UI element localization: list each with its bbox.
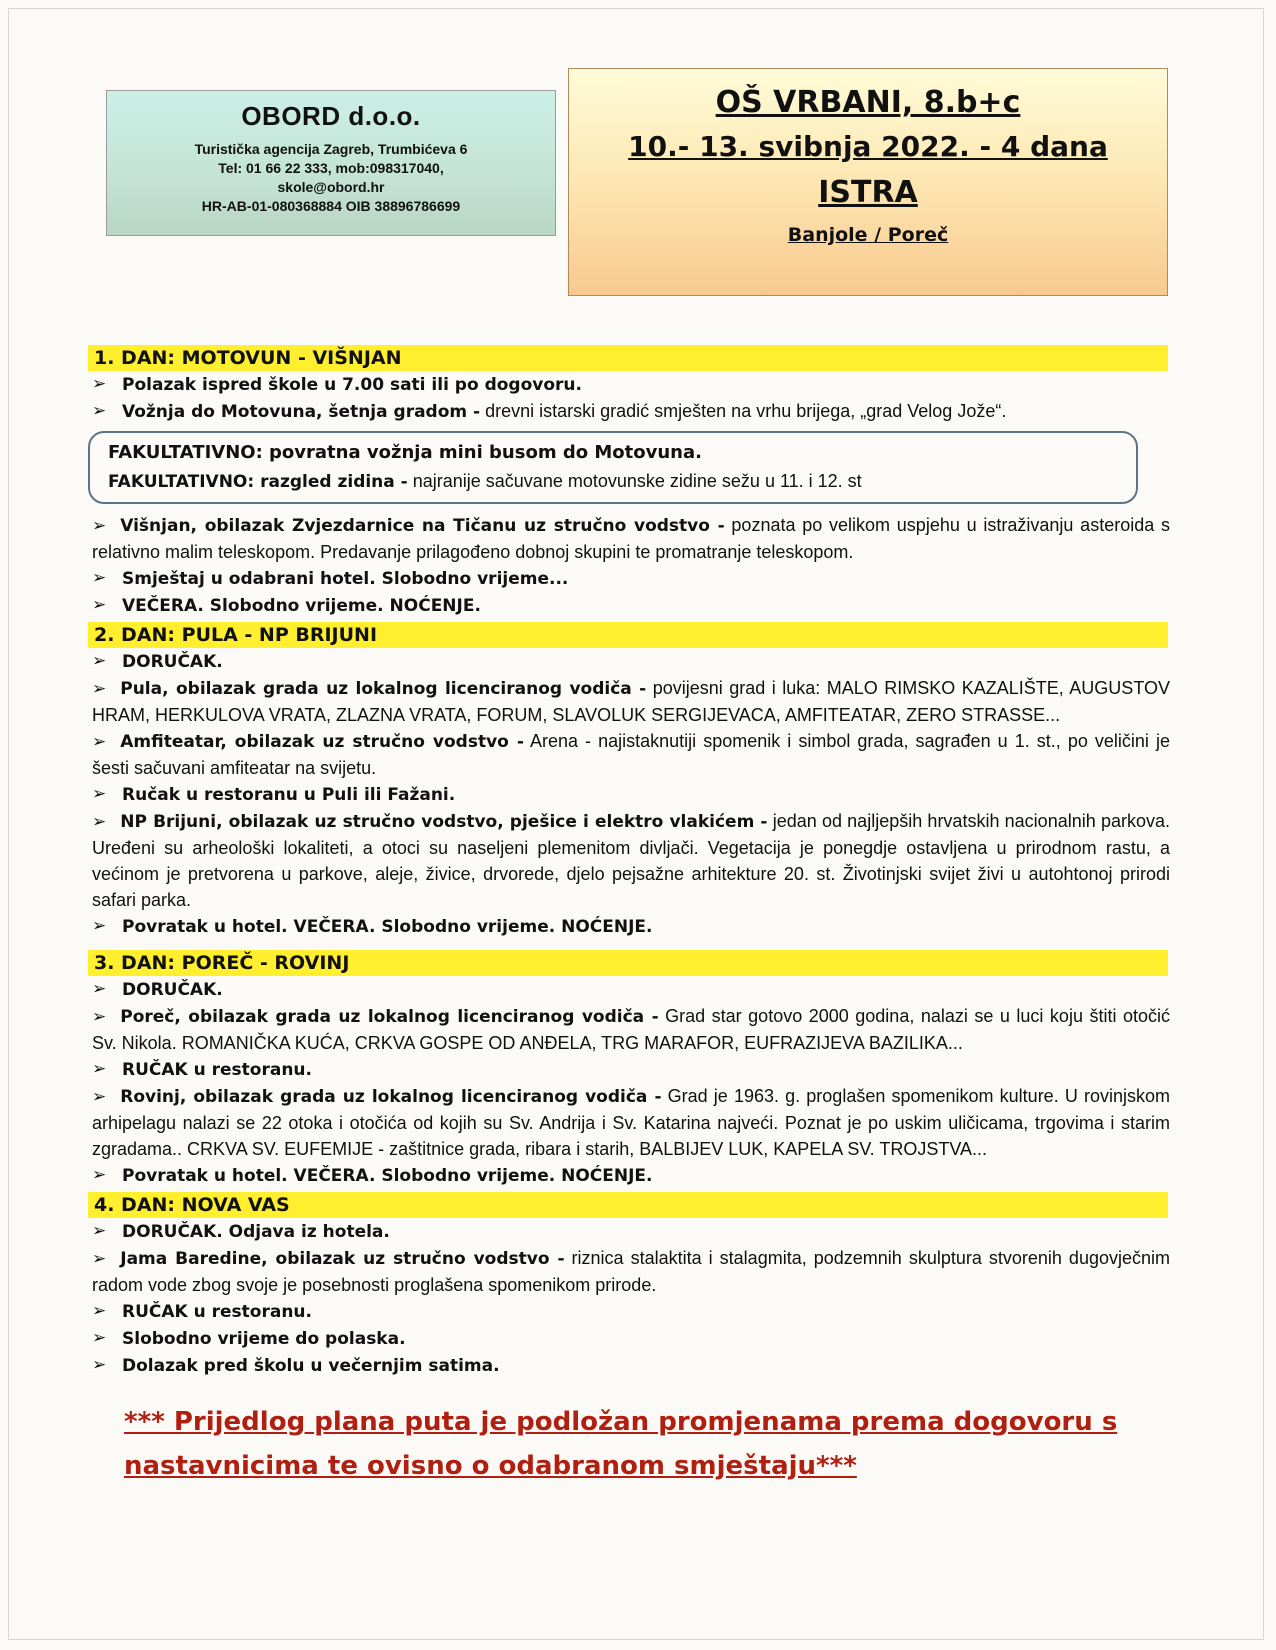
arrow-bullet-icon: ➢ [92, 1328, 107, 1347]
arrow-bullet-icon: ➢ [92, 595, 107, 614]
list-item: ➢ RUČAK u restoranu. [88, 1298, 1170, 1325]
arrow-bullet-icon: ➢ [92, 1059, 107, 1078]
list-item: ➢ RUČAK u restoranu. [88, 1056, 1170, 1083]
arrow-bullet-icon: ➢ [92, 1165, 107, 1184]
list-item: ➢ DORUČAK. [88, 976, 1170, 1003]
optional-activity: FAKULTATIVNO: povratna vožnja mini busom do Motovuna. [108, 442, 702, 463]
arrow-bullet-icon: ➢ [92, 1221, 107, 1240]
company-address: Turistička agencija Zagreb, Trumbićeva 6 [194, 141, 468, 157]
list-item: ➢ Vožnja do Motovuna, šetnja gradom - drevni istarski gradić smješten na vrhu brijega, „grad Velog Jože“. [88, 398, 1170, 425]
arrow-bullet-icon: ➢ [92, 1355, 107, 1374]
trip-school: OŠ VRBANI, 8.b+c [715, 85, 1021, 120]
itinerary [88, 342, 1170, 1379]
list-item: ➢ DORUČAK. Odjava iz hotela. [88, 1218, 1170, 1245]
list-item: ➢ Smještaj u odabrani hotel. Slobodno vrijeme... [88, 565, 1170, 592]
company-info-box [106, 90, 556, 236]
list-item: ➢ VEČERA. Slobodno vrijeme. NOĆENJE. [88, 592, 1170, 619]
day1-header: 1. DAN: MOTOVUN - VIŠNJAN [88, 345, 1168, 371]
arrow-bullet-icon: ➢ [92, 916, 107, 935]
arrow-bullet-icon: ➢ [92, 732, 107, 751]
trip-region: ISTRA [818, 175, 918, 210]
trip-info-box [568, 68, 1168, 296]
day2-header: 2. DAN: PULA - NP BRIJUNI [88, 622, 1168, 648]
company-name: OBORD d.o.o. [241, 101, 421, 131]
list-item: ➢ NP Brijuni, obilazak uz stručno vodstvo, pješice i elektro vlakićem - jedan od najljepših hrvatskih nacionalnih parkova. Uređeni su arheološki lokaliteti, a otoci su naseljeni plemenitom divljači. Vegetacija je ponegdje ostavljena u prirodnom rastu, a većinom je pretvorena u parkove, aleje, živice, drvorede, djelo pejsažne arhitekture 20. st. Životinjski svijet živi u autohtonoj prirodi safari parka. [92, 811, 1170, 910]
optional-activities-box [88, 431, 1138, 504]
list-item: ➢ DORUČAK. [88, 648, 1170, 675]
company-email: skole@obord.hr [277, 179, 385, 195]
list-item: ➢ Povratak u hotel. VEČERA. Slobodno vrijeme. NOĆENJE. [88, 913, 1170, 940]
day4-header: 4. DAN: NOVA VAS [88, 1192, 1168, 1218]
arrow-bullet-icon: ➢ [92, 651, 107, 670]
list-item: ➢ Polazak ispred škole u 7.00 sati ili po dogovoru. [88, 371, 1170, 398]
list-item: ➢ Dolazak pred školu u večernjim satima. [88, 1352, 1170, 1379]
day3-header: 3. DAN: POREČ - ROVINJ [88, 950, 1168, 976]
arrow-bullet-icon: ➢ [92, 568, 107, 587]
list-item: ➢ Višnjan, obilazak Zvjezdarnice na Tičanu uz stručno vodstvo - poznata po velikom uspjehu u istraživanju asteroida s relativno malim teleskopom. Predavanje prilagođeno dobnoj skupini te promatranje teleskopom. [92, 515, 1170, 562]
list-item: ➢ Rovinj, obilazak grada uz lokalnog licenciranog vodiča - Grad je 1963. g. proglašen spomenikom kulture. U rovinjskom arhipelagu nalazi se 22 otoka i otočića od kojih su Sv. Andrija i Sv. Katarina najveći. Poznat je po uskim uličicama, trgovima i starim zgradama.. CRKVA SV. EUFEMIJE - zaštitnice grada, ribara i starih, BALBIJEV LUK, KAPELA SV. TROJSTVA... [92, 1086, 1170, 1159]
list-item: ➢ Ručak u restoranu u Puli ili Fažani. [88, 781, 1170, 808]
list-item: ➢ Slobodno vrijeme do polaska. [88, 1325, 1170, 1352]
trip-place: Banjole / Poreč [787, 224, 949, 246]
arrow-bullet-icon: ➢ [92, 679, 107, 698]
list-item: ➢ Jama Baredine, obilazak uz stručno vodstvo - riznica stalaktita i stalagmita, podzemnih skulptura stvorenih dugovječnim radom vode zbog svoje je posebnosti proglašena spomenikom prirode. [92, 1248, 1170, 1295]
arrow-bullet-icon: ➢ [92, 1087, 107, 1106]
arrow-bullet-icon: ➢ [92, 516, 107, 535]
disclaimer-note: *** Prijedlog plana puta je podložan promjenama prema dogovoru s nastavnicima te ovisno o odabranom smještaju*** [124, 1407, 1118, 1481]
arrow-bullet-icon: ➢ [92, 1007, 107, 1026]
trip-dates: 10.- 13. svibnja 2022. - 4 dana [628, 130, 1108, 163]
arrow-bullet-icon: ➢ [92, 1249, 107, 1268]
optional-activity: FAKULTATIVNO: razgled zidina - najranije sačuvane motovunske zidine sežu u 11. i 12. st [108, 471, 862, 492]
list-item: ➢ Pula, obilazak grada uz lokalnog licenciranog vodiča - povijesni grad i luka: MALO RIMSKO KAZALIŠTE, AUGUSTOV HRAM, HERKULOVA VRATA, ZLAZNA VRATA, FORUM, SLAVOLUK SERGIJEVACA, AMFITEATAR, ZERO STRASSE... [92, 678, 1170, 725]
list-item: ➢ Amfiteatar, obilazak uz stručno vodstvo - Arena - najistaknutiji spomenik i simbol grada, sagrađen u 1. st., po veličini je šesti sačuvani amfiteatar na svijetu. [92, 731, 1170, 778]
list-item: ➢ Poreč, obilazak grada uz lokalnog licenciranog vodiča - Grad star gotovo 2000 godina, nalazi se u luci koju štiti otočić Sv. Nikola. ROMANIČKA KUĆA, CRKVA GOSPE OD ANĐELA, TRG MARAFOR, EUFRAZIJEVA BAZILIKA... [92, 1006, 1170, 1053]
arrow-bullet-icon: ➢ [92, 812, 107, 831]
arrow-bullet-icon: ➢ [92, 374, 107, 393]
arrow-bullet-icon: ➢ [92, 1301, 107, 1320]
list-item: ➢ Povratak u hotel. VEČERA. Slobodno vrijeme. NOĆENJE. [88, 1162, 1170, 1189]
company-registration: HR-AB-01-080368884 OIB 38896786699 [201, 198, 461, 214]
company-phone: Tel: 01 66 22 333, mob:098317040, [218, 160, 444, 176]
arrow-bullet-icon: ➢ [92, 979, 107, 998]
arrow-bullet-icon: ➢ [92, 401, 107, 420]
arrow-bullet-icon: ➢ [92, 784, 107, 803]
